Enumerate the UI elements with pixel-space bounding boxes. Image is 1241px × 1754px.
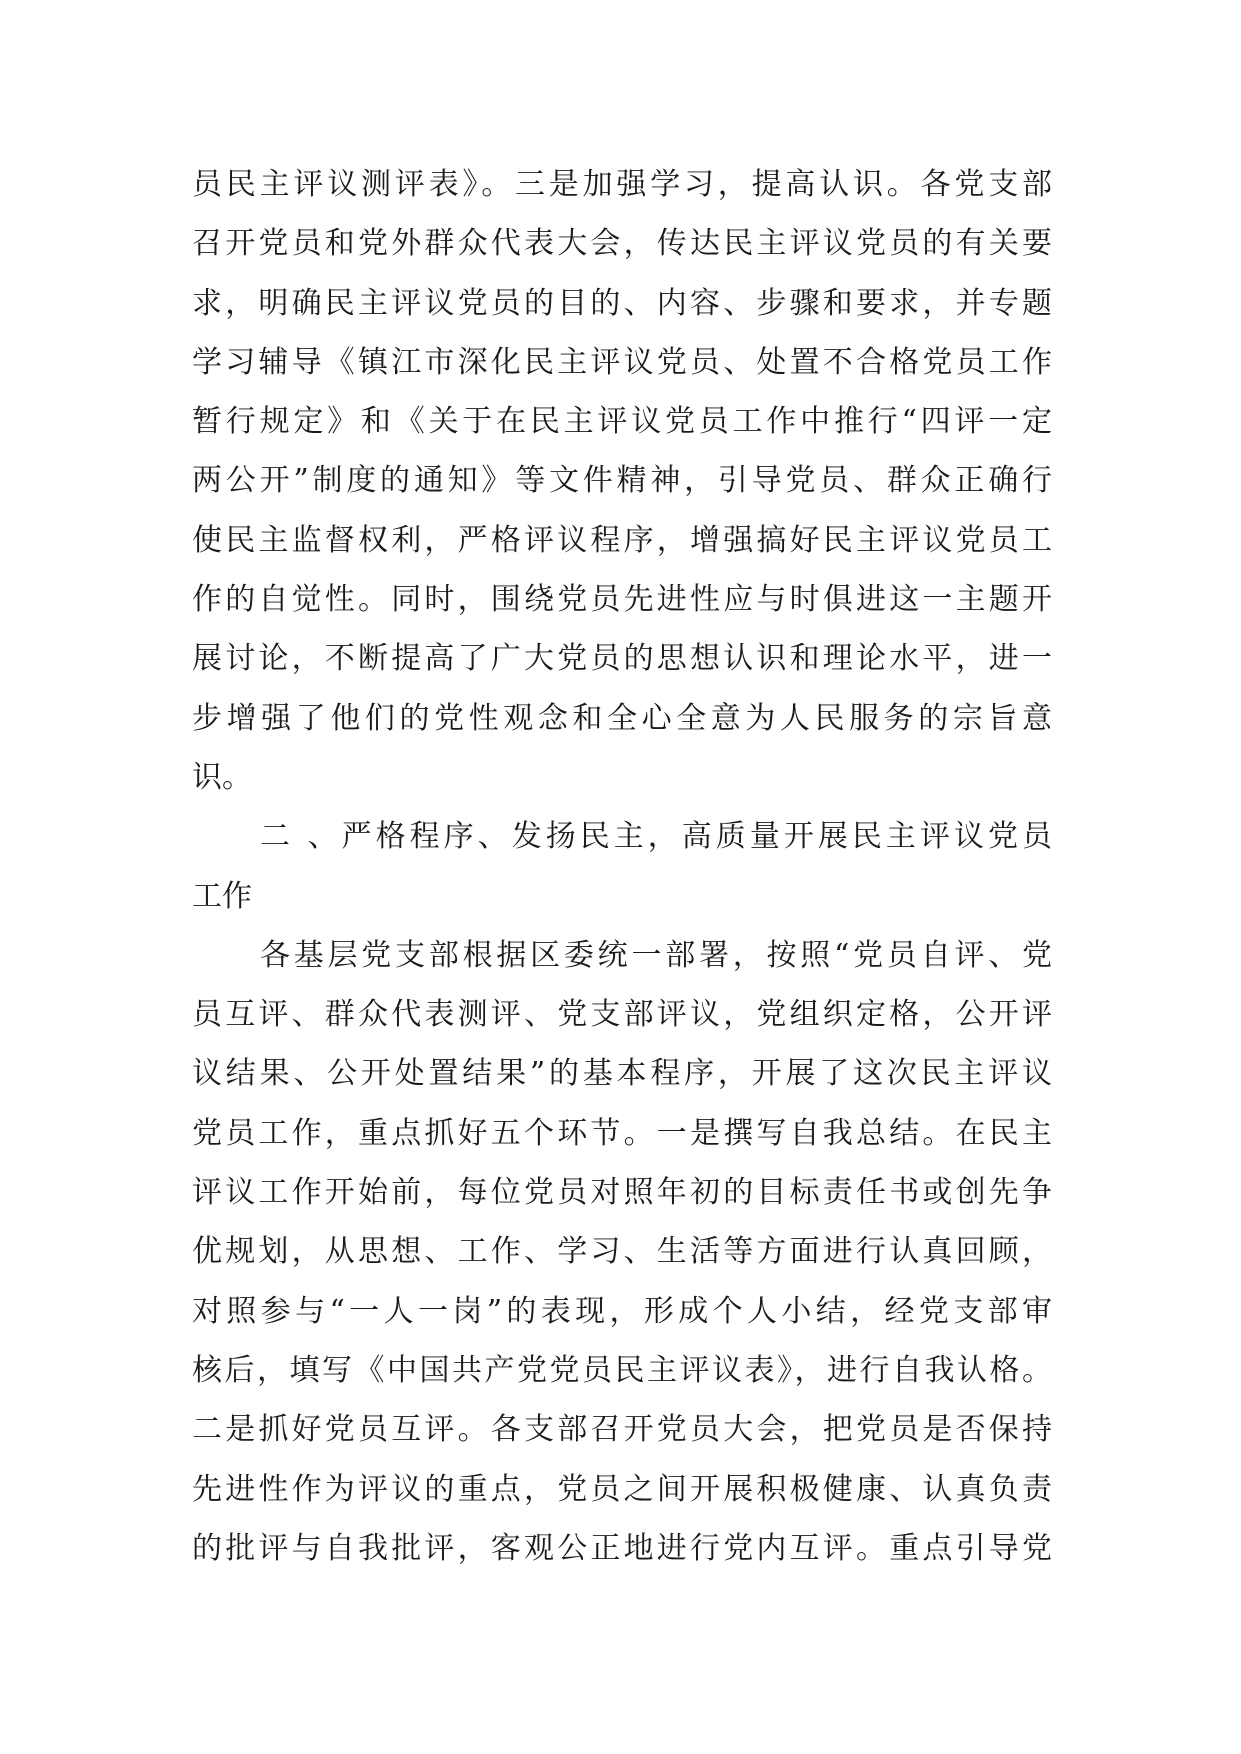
text-line: 识。 (192, 759, 252, 795)
text-line: 工作 (192, 878, 252, 914)
text-line: 展讨论，不断提高了广大党员的思想认识和理论水平，进一 (192, 641, 1052, 677)
text-line: 评议工作开始前，每位党员对照年初的目标责任书或创先争 (192, 1175, 1052, 1211)
text-line: 核后，填写《中国共产党党员民主评议表》，进行自我认格。 (192, 1352, 1052, 1388)
text-line: 的批评与自我批评，客观公正地进行党内互评。重点引导党 (192, 1530, 1052, 1566)
text-line: 二 、严格程序、发扬民主，高质量开展民主评议党员 (260, 819, 1052, 855)
text-line: 召开党员和党外群众代表大会，传达民主评议党员的有关要 (192, 226, 1052, 262)
text-line: 议结果、公开处置结果”的基本程序，开展了这次民主评议 (192, 1056, 1052, 1092)
text-line: 优规划，从思想、工作、学习、生活等方面进行认真回顾， (192, 1234, 1052, 1270)
text-line: 员互评、群众代表测评、党支部评议，党组织定格，公开评 (192, 997, 1052, 1033)
text-line: 使民主监督权利，严格评议程序，增强搞好民主评议党员工 (192, 522, 1052, 558)
text-line: 先进性作为评议的重点，党员之间开展积极健康、认真负责 (192, 1471, 1052, 1507)
text-line: 暂行规定》和《关于在民主评议党员工作中推行“四评一定 (192, 404, 1052, 440)
body-text (192, 155, 1052, 1578)
text-line: 员民主评议测评表》。三是加强学习，提高认识。各党支部 (192, 167, 1052, 202)
text-line: 作的自觉性。同时，围绕党员先进性应与时俱进这一主题开 (192, 582, 1052, 618)
text-line: 对照参与“一人一岗”的表现，形成个人小结，经党支部审 (192, 1293, 1052, 1329)
text-line: 步增强了他们的党性观念和全心全意为人民服务的宗旨意 (192, 700, 1052, 736)
text-line: 两公开”制度的通知》等文件精神，引导党员、群众正确行 (192, 463, 1052, 499)
text-line: 党员工作，重点抓好五个环节。一是撰写自我总结。在民主 (192, 1115, 1052, 1151)
text-line: 二是抓好党员互评。各支部召开党员大会，把党员是否保持 (192, 1412, 1052, 1448)
text-line: 各基层党支部根据区委统一部署，按照“党员自评、党 (260, 937, 1052, 973)
text-line: 求，明确民主评议党员的目的、内容、步骤和要求，并专题 (192, 285, 1052, 321)
text-line: 学习辅导《镇江市深化民主评议党员、处置不合格党员工作 (192, 344, 1052, 380)
